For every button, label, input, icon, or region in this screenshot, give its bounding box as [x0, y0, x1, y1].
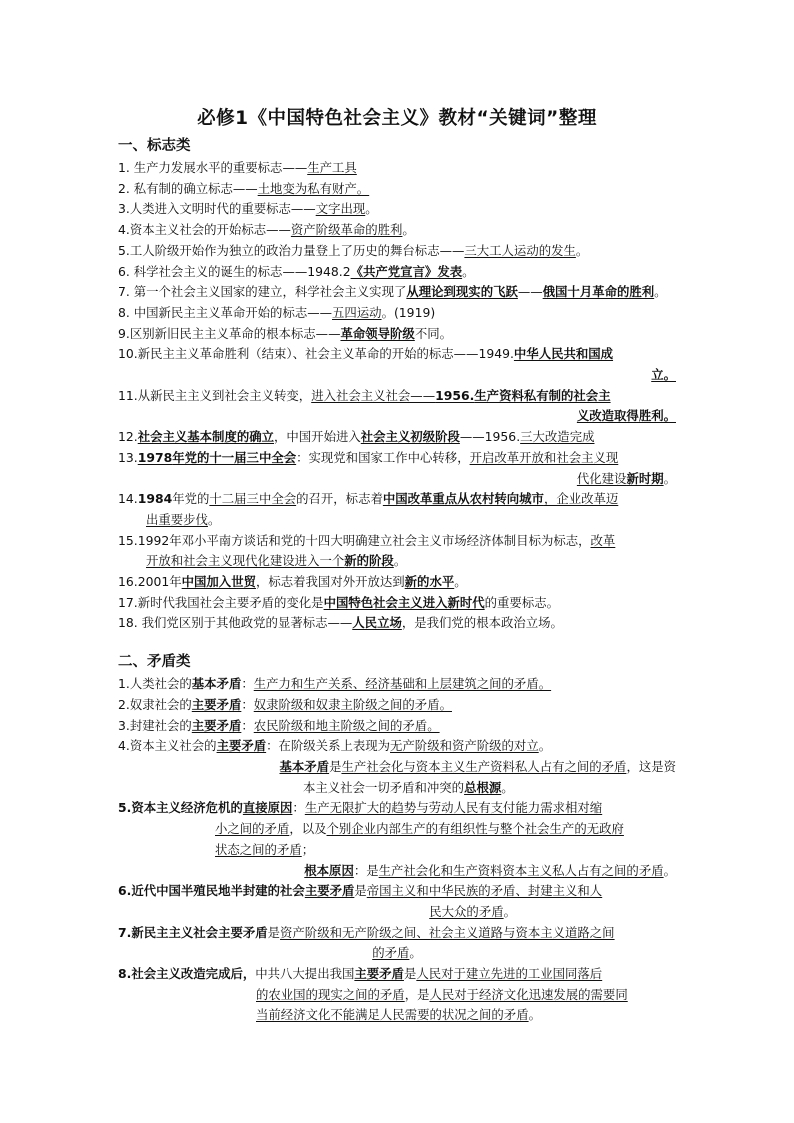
contradiction-4-basic: 基本矛盾是生产社会化与资本主义生产资料私人占有之间的矛盾，这是资	[279, 758, 676, 774]
item-6: 6. 科学社会主义的诞生的标志——1948.2《共产党宣言》发表。	[118, 263, 475, 279]
document-title: 必修1《中国特色社会主义》教材“关键词”整理	[197, 108, 597, 129]
contradiction-1: 1.人类社会的基本矛盾：生产力和生产关系、经济基础和上层建筑之间的矛盾。	[118, 676, 552, 692]
contradiction-8: 8.社会主义改造完成后，中共八大提出我国主要矛盾是人民对于建立先进的工业国同落后	[118, 966, 603, 982]
section-heading-contradictions: 二、矛盾类	[118, 654, 191, 671]
item-10-cont: 立。	[651, 367, 676, 383]
item-12: 12.社会主义基本制度的确立，中国开始进入社会主义初级阶段——1956.三大改造完成	[118, 429, 595, 445]
item-11-cont: 义改造取得胜利。	[576, 408, 676, 424]
item-5: 5.工人阶级开始作为独立的政治力量登上了历史的舞台标志——三大工人运动的发生。	[118, 242, 589, 258]
item-9: 9.区别新旧民主主义革命的根本标志——革命领导阶级不同。	[118, 325, 452, 341]
item-15-cont: 开放和社会主义现代化建设进入一个新的阶段。	[146, 553, 407, 569]
contradiction-7: 7.新民主主义社会主要矛盾是资产阶级和无产阶级之间、社会主义道路与资本主义道路之间	[118, 924, 615, 940]
item-14: 14.1984年党的十二届三中全会的召开，标志着中国改革重点从农村转向城市，企业改革迈	[118, 491, 619, 507]
contradiction-5-root: 根本原因：是生产社会化和生产资料资本主义私人占有之间的矛盾。	[304, 862, 676, 878]
document-page	[118, 100, 676, 1026]
contradiction-4-basic-cont: 本主义社会一切矛盾和冲突的总根源。	[303, 779, 514, 795]
item-4: 4.资本主义社会的开始标志——资产阶级革命的胜利。	[118, 222, 415, 238]
item-13: 13.1978年党的十一届三中全会：实现党和国家工作中心转移，开启改革开放和社会主义现	[118, 449, 619, 465]
contradiction-2: 2.奴隶社会的主要矛盾：奴隶阶级和奴隶主阶级之间的矛盾。	[118, 696, 452, 712]
item-1: 1. 生产力发展水平的重要标志——生产工具	[118, 160, 357, 175]
item-10: 10.新民主主义革命胜利（结束）、社会主义革命的开始的标志——1949.中华人民共和国成	[118, 346, 614, 362]
item-17: 17.新时代我国社会主要矛盾的变化是中国特色社会主义进入新时代的重要标志。	[118, 594, 559, 610]
item-11: 11.从新民主主义到社会主义转变，进入社会主义社会——1956.生产资料私有制的社会主	[118, 387, 611, 403]
contradiction-7-cont: 的矛盾。	[372, 945, 422, 961]
contradiction-3: 3.封建社会的主要矛盾：农民阶级和地主阶级之间的矛盾。	[118, 717, 440, 733]
contradiction-5-cont2: 状态之间的矛盾；	[215, 841, 315, 857]
item-3: 3.人类进入文明时代的重要标志——文字出现。	[118, 201, 378, 217]
item-2: 2. 私有制的确立标志——土地变为私有财产。	[118, 180, 370, 196]
item-7: 7. 第一个社会主义国家的建立，科学社会主义实现了从理论到现实的飞跃——俄国十月革命的胜利。	[118, 284, 667, 300]
contradiction-4: 4.资本主义社会的主要矛盾：在阶级关系上表现为无产阶级和资产阶级的对立。	[118, 738, 552, 754]
item-18: 18. 我们党区别于其他政党的显著标志——人民立场，是我们党的根本政治立场。	[118, 615, 563, 631]
item-16: 16.2001年中国加入世贸，标志着我国对外开放达到新的水平。	[118, 574, 467, 590]
item-13-cont: 代化建设新时期。	[576, 470, 676, 486]
contradiction-8-cont2: 当前经济文化不能满足人民需要的状况之间的矛盾。	[256, 1007, 541, 1023]
item-15: 15.1992年邓小平南方谈话和党的十四大明确建立社会主义市场经济体制目标为标志，改革	[118, 532, 616, 548]
contradiction-5: 5.资本主义经济危机的直接原因：生产无限扩大的趋势与劳动人民有支付能力需求相对缩	[118, 800, 603, 816]
contradiction-6: 6.近代中国半殖民地半封建的社会主要矛盾是帝国主义和中华民族的矛盾、封建主义和人	[118, 883, 603, 899]
item-14-cont: 出重要步伐。	[146, 511, 221, 527]
contradiction-6-cont: 民大众的矛盾。	[429, 903, 516, 919]
section-heading-markers: 一、标志类	[118, 138, 191, 154]
contradiction-8-cont1: 的农业国的现实之间的矛盾，是人民对于经济文化迅速发展的需要同	[256, 986, 628, 1002]
item-8: 8. 中国新民主主义革命开始的标志——五四运动。(1919)	[118, 304, 436, 320]
contradiction-5-cont1: 小之间的矛盾，以及个别企业内部生产的有组织性与整个社会生产的无政府	[215, 821, 624, 837]
